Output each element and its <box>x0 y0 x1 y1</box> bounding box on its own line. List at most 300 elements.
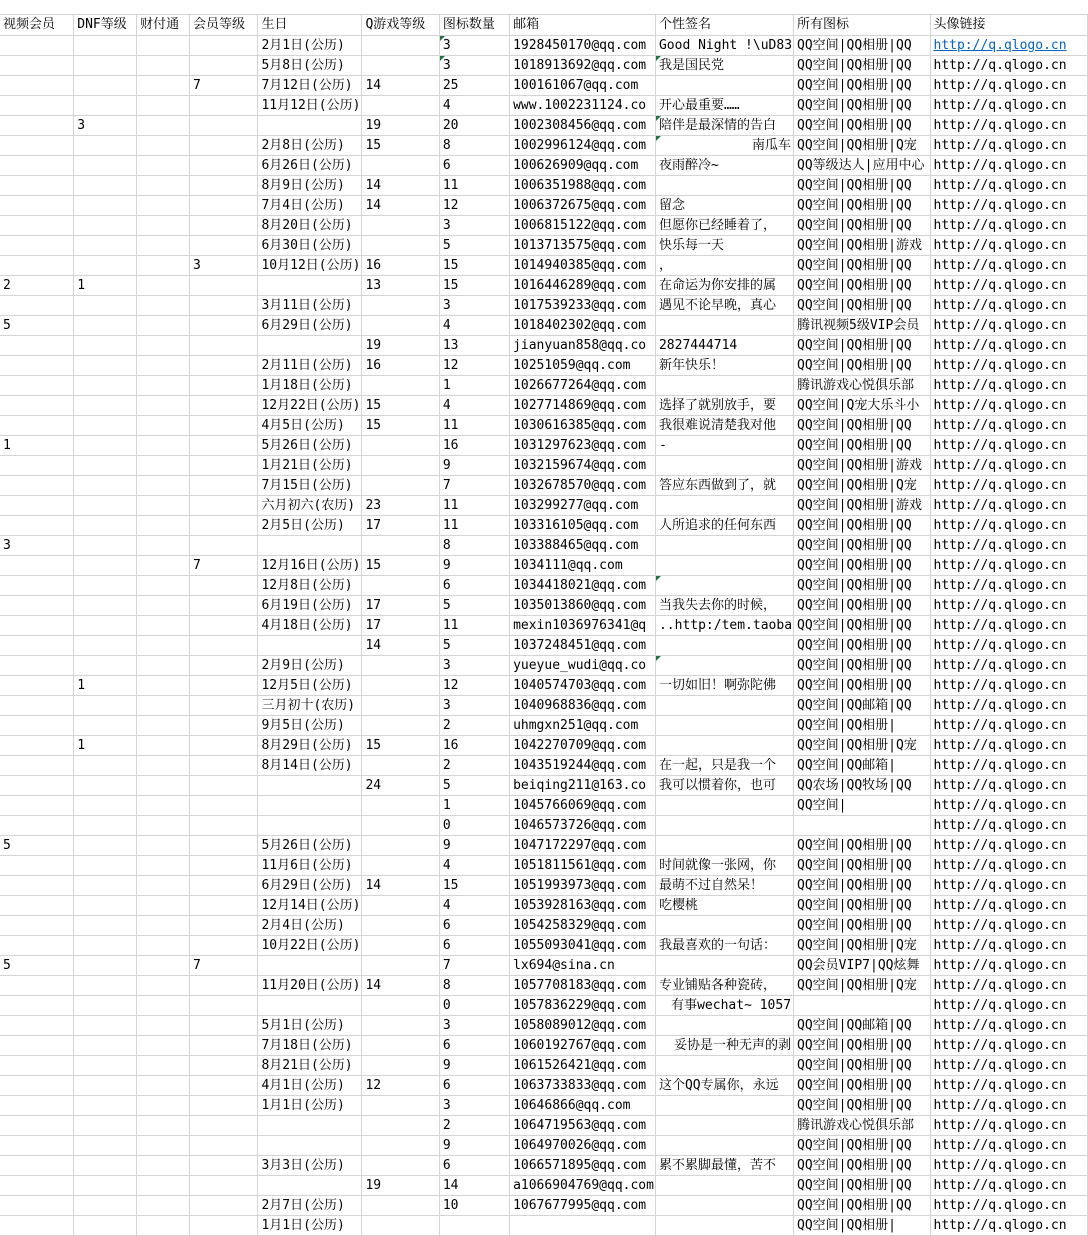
cell-all_icons[interactable]: QQ空间|QQ邮箱|QQ <box>794 1016 930 1036</box>
cell-avatar_link[interactable]: http://q.qlogo.cn <box>930 316 1088 336</box>
cell-avatar_link[interactable]: http://q.qlogo.cn <box>930 76 1088 96</box>
cell-video_vip[interactable] <box>0 256 74 276</box>
cell-birthday[interactable]: 六月初六(农历) <box>258 496 362 516</box>
cell-icon_count[interactable]: 6 <box>439 1036 509 1056</box>
cell-all_icons[interactable]: QQ农场|QQ牧场|QQ <box>794 776 930 796</box>
column-header-all_icons[interactable]: 所有图标 <box>794 15 930 36</box>
cell-avatar_link[interactable]: http://q.qlogo.cn <box>930 536 1088 556</box>
cell-email[interactable]: beiqing211@163.co <box>510 776 656 796</box>
cell-video_vip[interactable] <box>0 996 74 1016</box>
cell-dnf_level[interactable] <box>74 416 137 436</box>
cell-qgame_level[interactable]: 19 <box>362 336 439 356</box>
cell-icon_count[interactable]: 25 <box>439 76 509 96</box>
cell-email[interactable]: 1014940385@qq.com <box>510 256 656 276</box>
cell-member_level[interactable] <box>189 1216 258 1236</box>
cell-video_vip[interactable] <box>0 896 74 916</box>
cell-dnf_level[interactable] <box>74 216 137 236</box>
cell-avatar_link[interactable]: http://q.qlogo.cn <box>930 256 1088 276</box>
cell-qgame_level[interactable]: 15 <box>362 416 439 436</box>
column-header-dnf_level[interactable]: DNF等级 <box>74 15 137 36</box>
cell-all_icons[interactable]: QQ空间|QQ相册|Q宠 <box>794 936 930 956</box>
cell-all_icons[interactable]: QQ空间|QQ相册|QQ <box>794 336 930 356</box>
cell-avatar_link[interactable]: http://q.qlogo.cn <box>930 696 1088 716</box>
cell-icon_count[interactable]: 11 <box>439 616 509 636</box>
cell-qgame_level[interactable] <box>362 1156 439 1176</box>
cell-member_level[interactable] <box>189 876 258 896</box>
cell-dnf_level[interactable] <box>74 36 137 56</box>
cell-all_icons[interactable]: QQ空间|QQ邮箱| <box>794 756 930 776</box>
cell-tenpay[interactable] <box>137 476 190 496</box>
cell-qgame_level[interactable] <box>362 1116 439 1136</box>
cell-qgame_level[interactable] <box>362 836 439 856</box>
cell-dnf_level[interactable] <box>74 556 137 576</box>
cell-member_level[interactable] <box>189 1016 258 1036</box>
cell-email[interactable]: 10251059@qq.com <box>510 356 656 376</box>
cell-dnf_level[interactable] <box>74 976 137 996</box>
cell-avatar_link[interactable]: http://q.qlogo.cn <box>930 996 1088 1016</box>
cell-dnf_level[interactable] <box>74 796 137 816</box>
cell-signature[interactable]: 有事wechat~ 1057 <box>655 996 793 1016</box>
cell-signature[interactable] <box>655 836 793 856</box>
cell-member_level[interactable] <box>189 56 258 76</box>
cell-icon_count[interactable]: 6 <box>439 916 509 936</box>
cell-tenpay[interactable] <box>137 976 190 996</box>
cell-tenpay[interactable] <box>137 596 190 616</box>
cell-all_icons[interactable]: QQ空间|QQ相册|QQ <box>794 516 930 536</box>
cell-video_vip[interactable] <box>0 136 74 156</box>
cell-dnf_level[interactable] <box>74 396 137 416</box>
cell-birthday[interactable]: 12月16日(公历) <box>258 556 362 576</box>
cell-tenpay[interactable] <box>137 556 190 576</box>
cell-signature[interactable] <box>655 1056 793 1076</box>
cell-video_vip[interactable] <box>0 1056 74 1076</box>
cell-video_vip[interactable] <box>0 76 74 96</box>
cell-icon_count[interactable]: 3 <box>439 296 509 316</box>
cell-birthday[interactable]: 11月12日(公历) <box>258 96 362 116</box>
cell-tenpay[interactable] <box>137 436 190 456</box>
cell-avatar_link[interactable]: http://q.qlogo.cn <box>930 1156 1088 1176</box>
cell-tenpay[interactable] <box>137 956 190 976</box>
cell-signature[interactable] <box>655 1216 793 1236</box>
cell-qgame_level[interactable]: 17 <box>362 596 439 616</box>
cell-avatar_link[interactable]: http://q.qlogo.cn <box>930 616 1088 636</box>
cell-signature[interactable] <box>655 956 793 976</box>
cell-video_vip[interactable] <box>0 116 74 136</box>
column-header-video_vip[interactable]: 视频会员 <box>0 15 74 36</box>
cell-qgame_level[interactable] <box>362 896 439 916</box>
cell-email[interactable]: 1002308456@qq.com <box>510 116 656 136</box>
cell-email[interactable]: 1063733833@qq.com <box>510 1076 656 1096</box>
cell-signature[interactable]: - <box>655 436 793 456</box>
cell-avatar_link[interactable]: http://q.qlogo.cn <box>930 716 1088 736</box>
cell-dnf_level[interactable] <box>74 716 137 736</box>
cell-tenpay[interactable] <box>137 576 190 596</box>
cell-email[interactable]: 1051993973@qq.com <box>510 876 656 896</box>
cell-signature[interactable] <box>655 916 793 936</box>
cell-qgame_level[interactable]: 17 <box>362 516 439 536</box>
cell-icon_count[interactable]: 3 <box>439 56 509 76</box>
cell-signature[interactable] <box>655 316 793 336</box>
cell-icon_count[interactable]: 4 <box>439 856 509 876</box>
cell-email[interactable]: 1013713575@qq.com <box>510 236 656 256</box>
cell-signature[interactable]: 妥协是一种无声的剥 <box>655 1036 793 1056</box>
cell-icon_count[interactable]: 8 <box>439 976 509 996</box>
cell-avatar_link[interactable]: http://q.qlogo.cn <box>930 1076 1088 1096</box>
cell-tenpay[interactable] <box>137 276 190 296</box>
cell-tenpay[interactable] <box>137 416 190 436</box>
cell-email[interactable]: 1016446289@qq.com <box>510 276 656 296</box>
column-header-qgame_level[interactable]: Q游戏等级 <box>362 15 439 36</box>
cell-member_level[interactable] <box>189 156 258 176</box>
cell-avatar_link[interactable]: http://q.qlogo.cn <box>930 676 1088 696</box>
column-header-tenpay[interactable]: 财付通 <box>137 15 190 36</box>
cell-birthday[interactable]: 2月1日(公历) <box>258 36 362 56</box>
cell-avatar_link[interactable]: http://q.qlogo.cn <box>930 956 1088 976</box>
cell-dnf_level[interactable] <box>74 176 137 196</box>
cell-birthday[interactable]: 11月20日(公历) <box>258 976 362 996</box>
cell-member_level[interactable] <box>189 676 258 696</box>
cell-video_vip[interactable] <box>0 556 74 576</box>
cell-video_vip[interactable] <box>0 576 74 596</box>
cell-email[interactable]: mexin1036976341@q <box>510 616 656 636</box>
cell-all_icons[interactable] <box>794 996 930 1016</box>
cell-avatar_link[interactable]: http://q.qlogo.cn <box>930 336 1088 356</box>
cell-email[interactable]: 1058089012@qq.com <box>510 1016 656 1036</box>
cell-qgame_level[interactable] <box>362 1136 439 1156</box>
cell-all_icons[interactable]: QQ空间|QQ相册|Q宠 <box>794 136 930 156</box>
cell-signature[interactable] <box>655 1096 793 1116</box>
cell-tenpay[interactable] <box>137 796 190 816</box>
cell-birthday[interactable]: 三月初十(农历) <box>258 696 362 716</box>
cell-qgame_level[interactable]: 13 <box>362 276 439 296</box>
cell-dnf_level[interactable] <box>74 956 137 976</box>
cell-email[interactable]: 1030616385@qq.com <box>510 416 656 436</box>
cell-tenpay[interactable] <box>137 636 190 656</box>
cell-member_level[interactable] <box>189 116 258 136</box>
cell-icon_count[interactable]: 9 <box>439 836 509 856</box>
cell-avatar_link[interactable]: http://q.qlogo.cn <box>930 856 1088 876</box>
cell-video_vip[interactable] <box>0 456 74 476</box>
cell-signature[interactable] <box>655 456 793 476</box>
cell-email[interactable]: 1064719563@qq.com <box>510 1116 656 1136</box>
cell-email[interactable]: 100626909@qq.com <box>510 156 656 176</box>
cell-dnf_level[interactable] <box>74 1116 137 1136</box>
cell-tenpay[interactable] <box>137 1016 190 1036</box>
cell-qgame_level[interactable]: 14 <box>362 876 439 896</box>
cell-all_icons[interactable]: QQ空间|QQ相册|QQ <box>794 356 930 376</box>
cell-birthday[interactable]: 2月8日(公历) <box>258 136 362 156</box>
cell-email[interactable]: 1040968836@qq.com <box>510 696 656 716</box>
cell-all_icons[interactable]: QQ空间|QQ相册|游戏 <box>794 496 930 516</box>
cell-avatar_link[interactable]: http://q.qlogo.cn <box>930 1016 1088 1036</box>
cell-all_icons[interactable]: 腾讯视频5级VIP会员 <box>794 316 930 336</box>
cell-all_icons[interactable]: 腾讯游戏心悦俱乐部 <box>794 1116 930 1136</box>
cell-icon_count[interactable]: 2 <box>439 756 509 776</box>
cell-all_icons[interactable]: QQ空间|QQ相册| <box>794 1216 930 1236</box>
cell-email[interactable]: jianyuan858@qq.co <box>510 336 656 356</box>
cell-qgame_level[interactable] <box>362 716 439 736</box>
cell-dnf_level[interactable] <box>74 936 137 956</box>
cell-all_icons[interactable]: QQ空间|QQ相册|QQ <box>794 916 930 936</box>
cell-qgame_level[interactable] <box>362 1216 439 1236</box>
cell-qgame_level[interactable]: 24 <box>362 776 439 796</box>
cell-signature[interactable]: 当我失去你的时候， <box>655 596 793 616</box>
cell-avatar_link[interactable]: http://q.qlogo.cn <box>930 556 1088 576</box>
cell-all_icons[interactable]: QQ空间|QQ相册|QQ <box>794 856 930 876</box>
cell-avatar_link[interactable]: http://q.qlogo.cn <box>930 56 1088 76</box>
cell-dnf_level[interactable] <box>74 776 137 796</box>
cell-avatar_link[interactable]: http://q.qlogo.cn <box>930 136 1088 156</box>
cell-signature[interactable] <box>655 576 793 596</box>
cell-signature[interactable] <box>655 556 793 576</box>
cell-dnf_level[interactable] <box>74 876 137 896</box>
cell-qgame_level[interactable]: 15 <box>362 556 439 576</box>
cell-qgame_level[interactable] <box>362 1016 439 1036</box>
cell-icon_count[interactable]: 0 <box>439 816 509 836</box>
cell-member_level[interactable] <box>189 316 258 336</box>
cell-signature[interactable]: 时间就像一张网，你 <box>655 856 793 876</box>
cell-icon_count[interactable]: 2 <box>439 1116 509 1136</box>
cell-signature[interactable]: 我最喜欢的一句话： <box>655 936 793 956</box>
cell-dnf_level[interactable] <box>74 576 137 596</box>
cell-qgame_level[interactable] <box>362 1196 439 1216</box>
cell-email[interactable]: 1928450170@qq.com <box>510 36 656 56</box>
cell-member_level[interactable] <box>189 376 258 396</box>
cell-signature[interactable]: 快乐每一天 <box>655 236 793 256</box>
cell-avatar_link[interactable]: http://q.qlogo.cn <box>930 356 1088 376</box>
cell-video_vip[interactable] <box>0 1116 74 1136</box>
cell-icon_count[interactable]: 6 <box>439 576 509 596</box>
cell-dnf_level[interactable] <box>74 1136 137 1156</box>
cell-tenpay[interactable] <box>137 756 190 776</box>
cell-avatar_link[interactable]: http://q.qlogo.cn <box>930 516 1088 536</box>
cell-email[interactable]: 1031297623@qq.com <box>510 436 656 456</box>
cell-birthday[interactable] <box>258 116 362 136</box>
cell-qgame_level[interactable] <box>362 1056 439 1076</box>
cell-email[interactable]: 1047172297@qq.com <box>510 836 656 856</box>
cell-birthday[interactable]: 9月5日(公历) <box>258 716 362 736</box>
cell-qgame_level[interactable] <box>362 536 439 556</box>
cell-email[interactable]: 1057836229@qq.com <box>510 996 656 1016</box>
cell-icon_count[interactable]: 4 <box>439 896 509 916</box>
cell-icon_count[interactable]: 12 <box>439 356 509 376</box>
cell-dnf_level[interactable] <box>74 456 137 476</box>
cell-email[interactable]: 103388465@qq.com <box>510 536 656 556</box>
cell-avatar_link[interactable]: http://q.qlogo.cn <box>930 476 1088 496</box>
cell-dnf_level[interactable] <box>74 1036 137 1056</box>
cell-email[interactable]: yueyue_wudi@qq.co <box>510 656 656 676</box>
cell-member_level[interactable] <box>189 656 258 676</box>
cell-all_icons[interactable]: QQ空间|QQ相册|QQ <box>794 536 930 556</box>
cell-avatar_link[interactable]: http://q.qlogo.cn <box>930 916 1088 936</box>
cell-dnf_level[interactable] <box>74 596 137 616</box>
cell-avatar_link[interactable]: http://q.qlogo.cn <box>930 296 1088 316</box>
cell-qgame_level[interactable] <box>362 916 439 936</box>
cell-birthday[interactable]: 2月11日(公历) <box>258 356 362 376</box>
cell-video_vip[interactable] <box>0 236 74 256</box>
cell-tenpay[interactable] <box>137 236 190 256</box>
cell-email[interactable]: 103299277@qq.com <box>510 496 656 516</box>
cell-signature[interactable]: 夜雨醉冷~ <box>655 156 793 176</box>
cell-all_icons[interactable]: QQ空间|QQ相册|QQ <box>794 56 930 76</box>
cell-qgame_level[interactable] <box>362 296 439 316</box>
cell-qgame_level[interactable] <box>362 436 439 456</box>
cell-icon_count[interactable]: 5 <box>439 236 509 256</box>
cell-signature[interactable]: 2827444714 <box>655 336 793 356</box>
cell-tenpay[interactable] <box>137 716 190 736</box>
cell-email[interactable]: 1066571895@qq.com <box>510 1156 656 1176</box>
cell-tenpay[interactable] <box>137 1156 190 1176</box>
cell-icon_count[interactable]: 4 <box>439 316 509 336</box>
cell-birthday[interactable] <box>258 636 362 656</box>
cell-dnf_level[interactable] <box>74 76 137 96</box>
cell-email[interactable]: 1051811561@qq.com <box>510 856 656 876</box>
cell-all_icons[interactable]: QQ空间|QQ相册|QQ <box>794 1056 930 1076</box>
cell-email[interactable] <box>510 1216 656 1236</box>
cell-email[interactable]: 1067677995@qq.com <box>510 1196 656 1216</box>
cell-birthday[interactable] <box>258 1116 362 1136</box>
cell-member_level[interactable] <box>189 416 258 436</box>
cell-qgame_level[interactable]: 14 <box>362 176 439 196</box>
column-header-signature[interactable]: 个性签名 <box>655 15 793 36</box>
cell-member_level[interactable] <box>189 36 258 56</box>
cell-dnf_level[interactable] <box>74 896 137 916</box>
cell-email[interactable]: 103316105@qq.com <box>510 516 656 536</box>
cell-member_level[interactable] <box>189 436 258 456</box>
cell-email[interactable]: 1006372675@qq.com <box>510 196 656 216</box>
cell-icon_count[interactable]: 15 <box>439 256 509 276</box>
cell-tenpay[interactable] <box>137 316 190 336</box>
cell-all_icons[interactable]: QQ空间|QQ相册|QQ <box>794 836 930 856</box>
cell-icon_count[interactable]: 15 <box>439 276 509 296</box>
cell-birthday[interactable]: 12月14日(公历) <box>258 896 362 916</box>
cell-all_icons[interactable]: QQ空间|QQ相册|QQ <box>794 36 930 56</box>
cell-birthday[interactable]: 8月14日(公历) <box>258 756 362 776</box>
cell-video_vip[interactable] <box>0 56 74 76</box>
cell-tenpay[interactable] <box>137 1036 190 1056</box>
cell-tenpay[interactable] <box>137 736 190 756</box>
cell-birthday[interactable]: 6月29日(公历) <box>258 876 362 896</box>
cell-tenpay[interactable] <box>137 36 190 56</box>
cell-video_vip[interactable] <box>0 916 74 936</box>
cell-birthday[interactable]: 4月18日(公历) <box>258 616 362 636</box>
cell-email[interactable]: lx694@sina.cn <box>510 956 656 976</box>
cell-all_icons[interactable]: QQ空间|QQ相册|Q宠 <box>794 976 930 996</box>
cell-icon_count[interactable]: 8 <box>439 536 509 556</box>
cell-member_level[interactable] <box>189 96 258 116</box>
cell-icon_count[interactable]: 3 <box>439 36 509 56</box>
column-header-icon_count[interactable]: 图标数量 <box>439 15 509 36</box>
cell-email[interactable]: www.1002231124.co <box>510 96 656 116</box>
cell-video_vip[interactable]: 3 <box>0 536 74 556</box>
cell-dnf_level[interactable] <box>74 96 137 116</box>
cell-dnf_level[interactable] <box>74 136 137 156</box>
cell-signature[interactable] <box>655 736 793 756</box>
cell-signature[interactable] <box>655 1196 793 1216</box>
cell-tenpay[interactable] <box>137 176 190 196</box>
cell-dnf_level[interactable]: 1 <box>74 276 137 296</box>
cell-signature[interactable]: 我可以惯着你，也可 <box>655 776 793 796</box>
cell-avatar_link[interactable]: http://q.qlogo.cn <box>930 976 1088 996</box>
cell-dnf_level[interactable] <box>74 156 137 176</box>
cell-all_icons[interactable]: QQ等级达人|应用中心 <box>794 156 930 176</box>
cell-birthday[interactable]: 1月1日(公历) <box>258 1096 362 1116</box>
cell-icon_count[interactable]: 3 <box>439 1096 509 1116</box>
cell-dnf_level[interactable] <box>74 1156 137 1176</box>
cell-icon_count[interactable]: 11 <box>439 176 509 196</box>
cell-qgame_level[interactable] <box>362 996 439 1016</box>
cell-video_vip[interactable] <box>0 856 74 876</box>
cell-video_vip[interactable] <box>0 336 74 356</box>
cell-signature[interactable]: 吃樱桃 <box>655 896 793 916</box>
cell-tenpay[interactable] <box>137 536 190 556</box>
cell-birthday[interactable]: 7月12日(公历) <box>258 76 362 96</box>
cell-member_level[interactable] <box>189 1036 258 1056</box>
cell-video_vip[interactable] <box>0 36 74 56</box>
cell-member_level[interactable]: 3 <box>189 256 258 276</box>
cell-signature[interactable] <box>655 716 793 736</box>
cell-dnf_level[interactable] <box>74 996 137 1016</box>
cell-birthday[interactable]: 5月26日(公历) <box>258 836 362 856</box>
cell-dnf_level[interactable] <box>74 476 137 496</box>
cell-icon_count[interactable]: 4 <box>439 396 509 416</box>
cell-tenpay[interactable] <box>137 376 190 396</box>
cell-member_level[interactable] <box>189 1136 258 1156</box>
cell-dnf_level[interactable] <box>74 516 137 536</box>
cell-all_icons[interactable]: QQ空间|QQ相册|QQ <box>794 1156 930 1176</box>
cell-qgame_level[interactable] <box>362 796 439 816</box>
column-header-birthday[interactable]: 生日 <box>258 15 362 36</box>
cell-icon_count[interactable]: 9 <box>439 1136 509 1156</box>
cell-signature[interactable]: 但愿你已经睡着了， <box>655 216 793 236</box>
cell-icon_count[interactable] <box>439 1216 509 1236</box>
cell-all_icons[interactable]: QQ空间|QQ相册|QQ <box>794 256 930 276</box>
cell-member_level[interactable] <box>189 616 258 636</box>
cell-signature[interactable]: 开心最重要…… <box>655 96 793 116</box>
cell-icon_count[interactable]: 3 <box>439 1016 509 1036</box>
cell-avatar_link[interactable]: http://q.qlogo.cn <box>930 656 1088 676</box>
cell-birthday[interactable]: 3月11日(公历) <box>258 296 362 316</box>
cell-dnf_level[interactable] <box>74 916 137 936</box>
cell-birthday[interactable] <box>258 536 362 556</box>
cell-qgame_level[interactable] <box>362 36 439 56</box>
cell-all_icons[interactable]: 腾讯游戏心悦俱乐部 <box>794 376 930 396</box>
cell-icon_count[interactable]: 12 <box>439 676 509 696</box>
cell-dnf_level[interactable] <box>74 236 137 256</box>
cell-birthday[interactable] <box>258 1136 362 1156</box>
cell-email[interactable]: 1037248451@qq.com <box>510 636 656 656</box>
cell-avatar_link[interactable]: http://q.qlogo.cn <box>930 436 1088 456</box>
cell-all_icons[interactable]: QQ空间|QQ相册|QQ <box>794 176 930 196</box>
cell-signature[interactable]: 陪伴是最深情的告白 <box>655 116 793 136</box>
cell-email[interactable]: 1032678570@qq.com <box>510 476 656 496</box>
cell-birthday[interactable]: 1月1日(公历) <box>258 1216 362 1236</box>
cell-dnf_level[interactable] <box>74 1176 137 1196</box>
cell-icon_count[interactable]: 1 <box>439 796 509 816</box>
cell-tenpay[interactable] <box>137 96 190 116</box>
cell-email[interactable]: 1054258329@qq.com <box>510 916 656 936</box>
cell-icon_count[interactable]: 9 <box>439 1056 509 1076</box>
cell-tenpay[interactable] <box>137 996 190 1016</box>
cell-icon_count[interactable]: 2 <box>439 716 509 736</box>
cell-video_vip[interactable]: 5 <box>0 316 74 336</box>
cell-qgame_level[interactable]: 14 <box>362 636 439 656</box>
cell-signature[interactable] <box>655 816 793 836</box>
cell-tenpay[interactable] <box>137 1196 190 1216</box>
cell-email[interactable]: 1040574703@qq.com <box>510 676 656 696</box>
cell-birthday[interactable]: 12月22日(公历) <box>258 396 362 416</box>
cell-video_vip[interactable] <box>0 656 74 676</box>
